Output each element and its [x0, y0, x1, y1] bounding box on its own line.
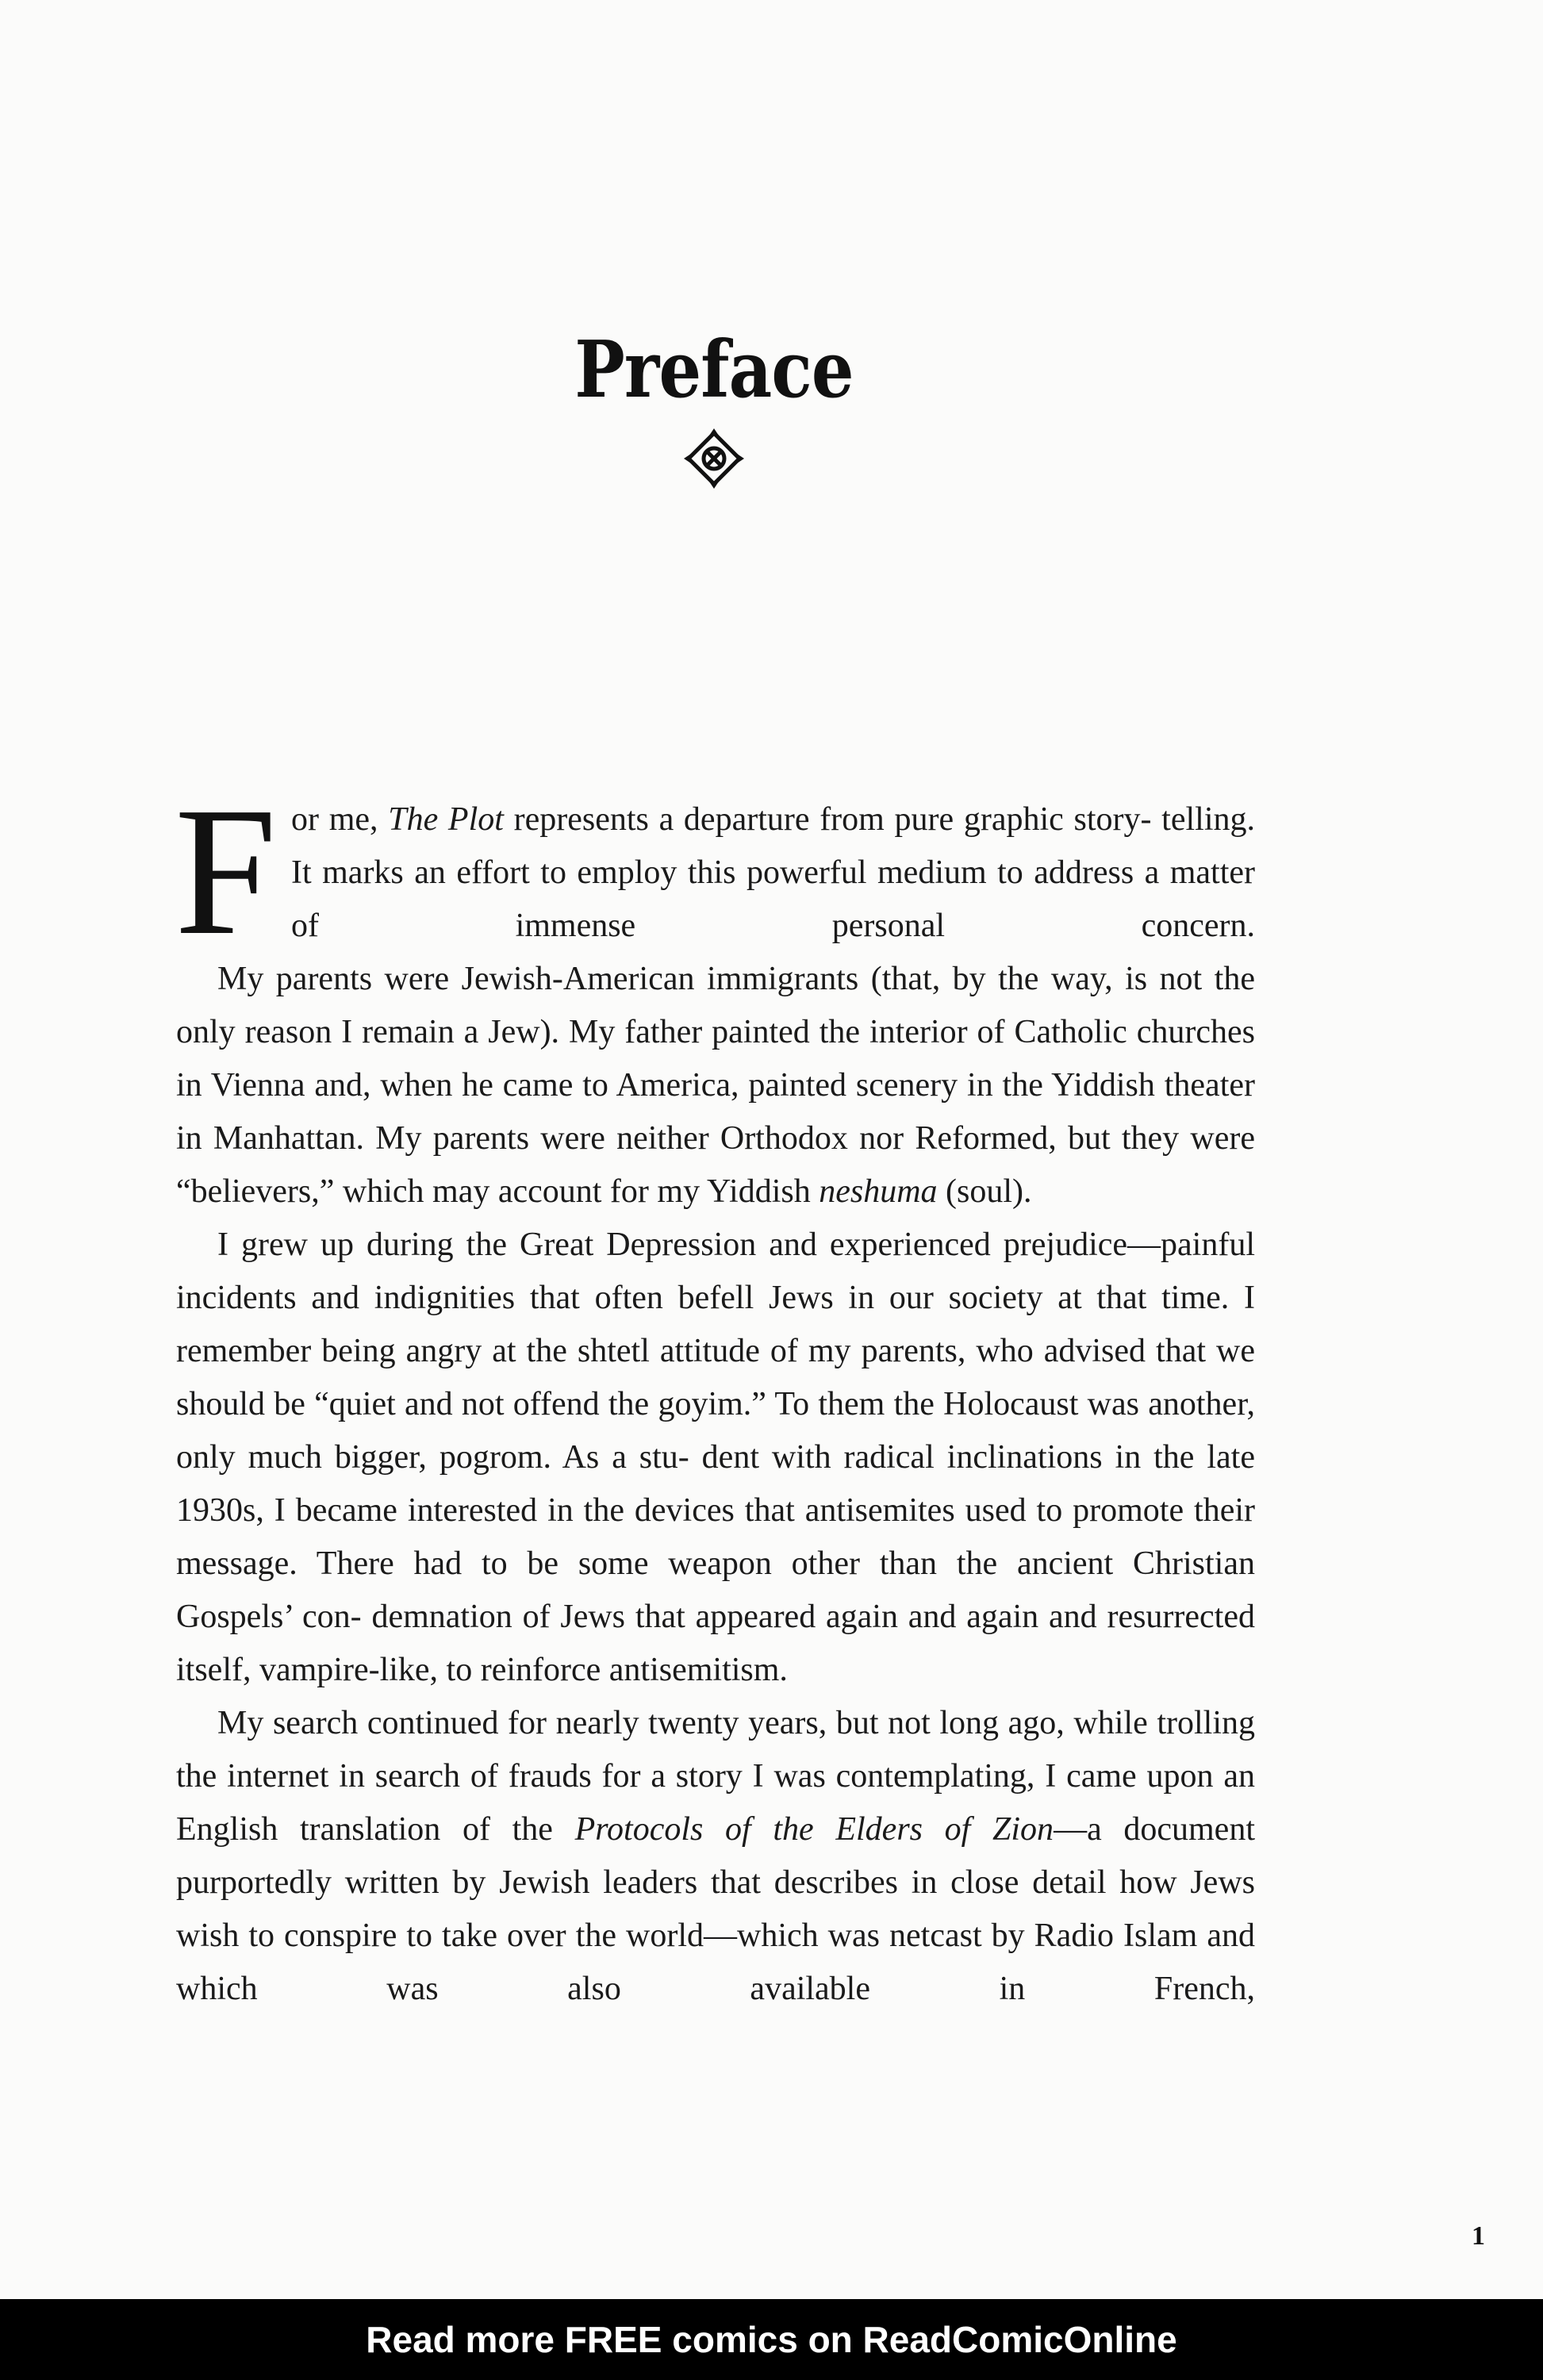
promo-banner[interactable]: [0, 2299, 1543, 2380]
paragraph: My parents were Jewish-American immigrants (that, by the way, is not the only reason I remain a Jew). My father painted the interior of Catholic churches in Vienna and, when he came to America, painted scenery in the Yiddish theater in Manhattan. My parents were neither Orthodox nor Reformed, but they were “believers,” which may account for my Yiddish neshuma (soul).: [176, 961, 1255, 1210]
promo-banner-text[interactable]: Read more FREE comics on ReadComicOnline: [366, 2319, 1177, 2360]
paragraph: For me, The Plot represents a departure from pure graphic story- telling. It marks an effort to employ this powerful medium to address a matter of immense personal concern.: [175, 770, 1256, 973]
page-title: Preface: [574, 324, 854, 416]
diamond-cross-ornament-icon: [684, 428, 744, 489]
preface-body: [175, 770, 1256, 2016]
drop-cap: F: [175, 770, 278, 973]
paragraph: My search continued for nearly twenty years, but not long ago, while trolling the internet in search of frauds for a story I was contemplating, I came upon an English translation of the Protocols of the Elders of Zion—a document purportedly written by Jewish leaders that describes in close detail how Jews wish to conspire to take over the world—which was netcast by Radio Islam and which was also available in French,: [176, 1705, 1255, 2007]
page-number: 1: [1472, 2221, 1485, 2251]
paragraph: I grew up during the Great Depression and experienced prejudice—painful incidents and indignities that often befell Jews in our society at that time. I remember being angry at the shtetl attitude of my parents, who advised that we should be “quiet and not offend the goyim.” To them the Holocaust was another, only much bigger, pogrom. As a stu- dent with radical inclinations in the late 1930s, I became interested in the devices that antisemites used to promote their message. There had to be some weapon other than the ancient Christian Gospels’ con- demnation of Jews that appeared again and again and resurrected itself, vampire-like, to reinforce antisemitism.: [176, 1226, 1255, 1688]
